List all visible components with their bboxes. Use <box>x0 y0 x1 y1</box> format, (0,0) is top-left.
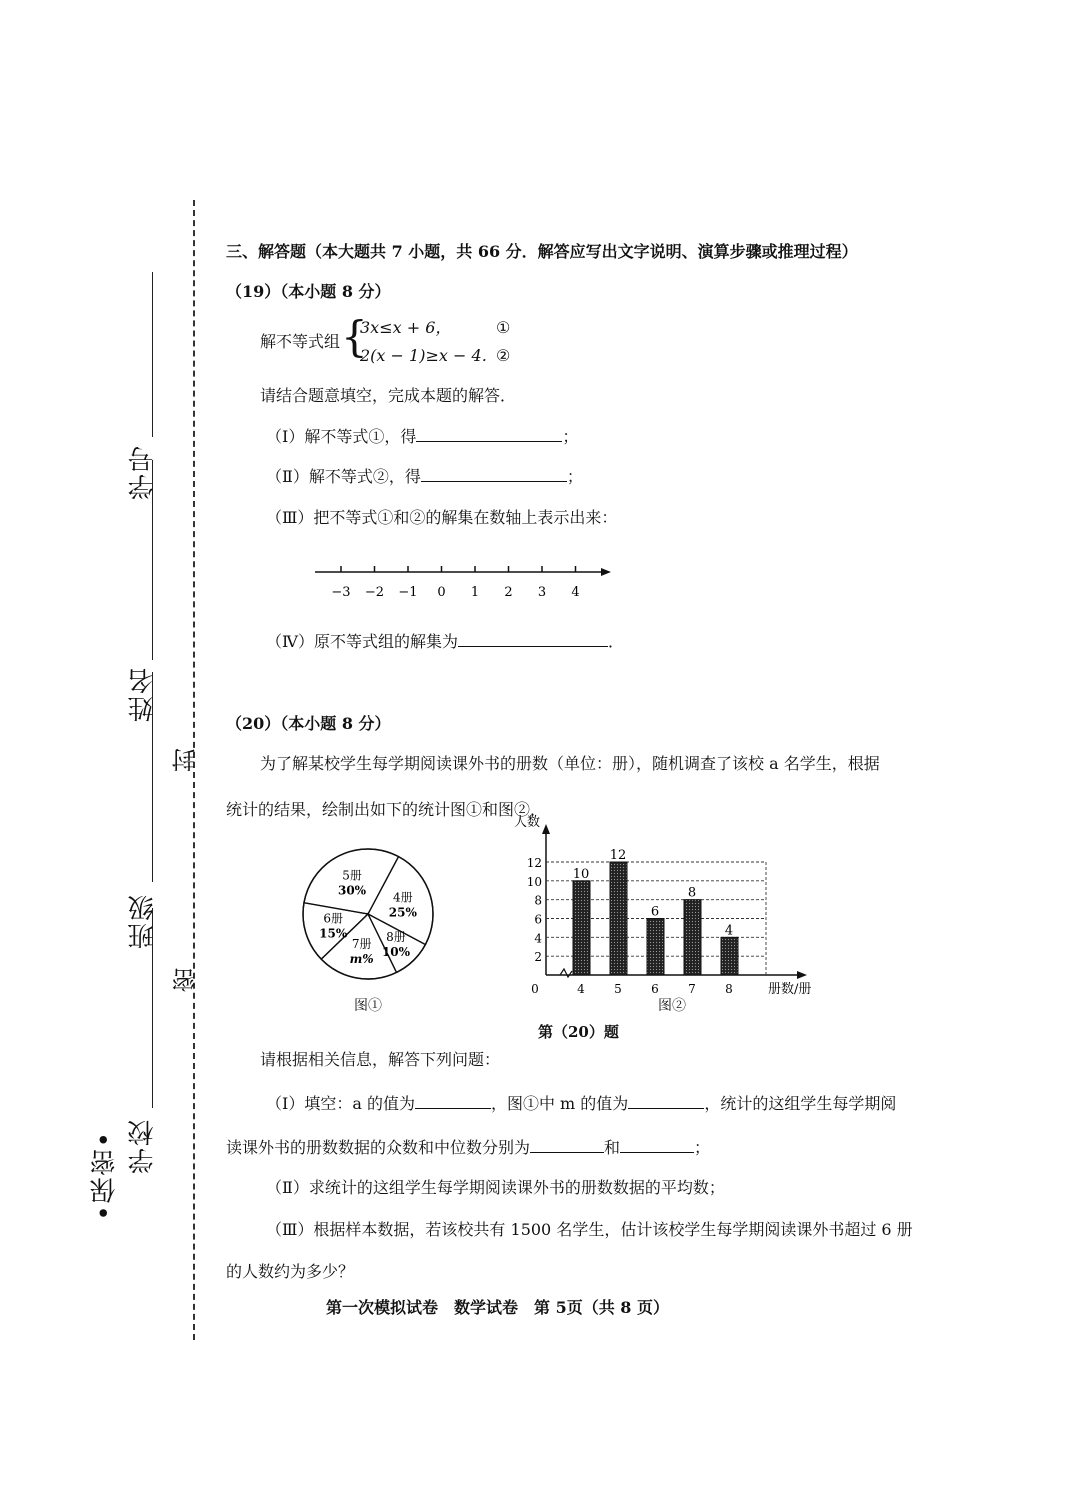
q19-intro: 解不等式组 <box>260 332 341 351</box>
pie-slice-percent: 25% <box>388 905 417 920</box>
y-tick-label: 6 <box>534 912 542 927</box>
bar-value-label: 10 <box>572 866 590 882</box>
confidential-label: •保密• <box>90 1130 120 1221</box>
y-tick-label: 10 <box>526 874 542 889</box>
bar <box>610 862 627 975</box>
q19-part4-end: ． <box>608 632 625 651</box>
q20-ask: 请根据相关信息，解答下列问题： <box>260 1050 501 1069</box>
number-line-tick-label: 0 <box>437 585 446 600</box>
student-id-label: 学号 <box>128 444 158 500</box>
seal-mi: 密 <box>172 968 200 992</box>
system-brace: { <box>341 312 368 361</box>
y-axis-label: 人数 <box>514 815 541 830</box>
x-tick-label: 7 <box>688 982 696 996</box>
q19-part1 <box>266 427 578 447</box>
number-line-tick-label: −3 <box>331 585 351 600</box>
bar-value-label: 6 <box>650 904 660 920</box>
q19-ineq2-mark: ② <box>496 346 511 365</box>
number-line-tick-label: 3 <box>537 585 547 600</box>
pie-slice-percent: 30% <box>337 883 367 898</box>
q20-p1-b: ，图①中 m 的值为 <box>490 1094 629 1113</box>
figure-caption: 第（20）题 <box>538 1023 619 1041</box>
q19-ineq1: 3x≤x + 6， <box>360 318 452 337</box>
q20-part1-line1 <box>266 1094 896 1114</box>
pie-slice-category: 4册 <box>392 890 413 905</box>
x-axis-arrow <box>797 971 807 979</box>
q19-part2 <box>266 467 583 487</box>
y-tick-label: 4 <box>534 931 542 946</box>
origin-label: 0 <box>531 982 539 996</box>
bar <box>647 919 664 976</box>
bar-value-label: 4 <box>724 923 734 939</box>
q20-p1-a: （Ⅰ）填空：a 的值为 <box>266 1094 415 1113</box>
q20-intro2: 统计的结果，绘制出如下的统计图①和图②． <box>226 800 547 819</box>
q19-ineq2: 2(x − 1)≥x − 4． <box>360 346 498 365</box>
q19-header: （19）（本小题 8 分） <box>226 282 391 301</box>
q20-part1-line2 <box>226 1138 710 1158</box>
seal-feng: 封 <box>172 748 200 772</box>
q20-p1-d: 读课外书的册数数据的众数和中位数分别为 <box>226 1138 531 1157</box>
q19-part4-blank[interactable] <box>458 632 608 647</box>
pie-slice-percent: 10% <box>381 944 411 959</box>
section-title: 三、解答题（本大题共 7 小题，共 66 分．解答应写出文字说明、演算步骤或推理过程） <box>226 242 858 261</box>
pie-slice-category: 8册 <box>386 929 406 944</box>
q19-part2-text: （Ⅱ）解不等式②，得 <box>266 467 421 486</box>
q19-part1-text: （Ⅰ）解不等式①，得 <box>266 427 417 446</box>
axis-break-mark <box>560 969 572 977</box>
m-value-blank[interactable] <box>628 1094 704 1109</box>
q19-part2-end: ； <box>566 467 583 486</box>
pie-slice-category: 7册 <box>351 936 372 951</box>
q20-part2: （Ⅱ）求统计的这组学生每学期阅读课外书的册数数据的平均数； <box>266 1178 725 1197</box>
q19-part1-end: ； <box>562 427 579 446</box>
y-axis-arrow <box>542 824 550 834</box>
x-axis-label: 册数/册 <box>768 982 812 997</box>
fig2-caption: 图② <box>658 998 686 1014</box>
page-footer: 第一次模拟试卷 数学试卷 第 5页（共 8 页） <box>326 1298 669 1317</box>
q19-part1-blank[interactable] <box>416 427 562 442</box>
q19-part4 <box>266 632 624 652</box>
q19-ineq1-mark: ① <box>496 318 511 337</box>
number-line-tick-label: 4 <box>571 585 580 600</box>
q20-part3-line2: 的人数约为多少？ <box>226 1262 355 1281</box>
pie-chart <box>298 848 443 983</box>
y-tick-label: 2 <box>534 950 542 965</box>
number-line-tick-label: −2 <box>364 585 385 600</box>
q20-p1-c: ，统计的这组学生每学期阅 <box>704 1094 897 1113</box>
number-line-tick-label: 2 <box>504 585 513 600</box>
y-tick-label: 8 <box>534 893 542 908</box>
number-line-tick-label: −1 <box>398 585 418 600</box>
q20-p1-e: 和 <box>604 1138 621 1157</box>
pie-slice-category: 6册 <box>323 911 344 926</box>
bar-value-label: 8 <box>687 885 697 901</box>
name-label: 姓名 <box>128 666 158 722</box>
y-tick-label: 12 <box>526 856 542 870</box>
median-blank[interactable] <box>620 1138 694 1153</box>
a-value-blank[interactable] <box>415 1094 491 1109</box>
school-label: 学校 <box>128 1118 158 1174</box>
x-tick-label: 6 <box>651 982 659 996</box>
q20-intro1: 为了解某校学生每学期阅读课外书的册数（单位：册），随机调查了该校 a 名学生，根据 <box>260 754 880 773</box>
pie-slice-percent: m% <box>349 951 374 966</box>
bar-value-label: 12 <box>609 848 627 863</box>
number-line-tick-label: 1 <box>470 585 480 600</box>
bar-chart <box>508 812 828 1002</box>
pie-slice-category: 5册 <box>342 868 362 883</box>
bar <box>684 900 701 975</box>
q20-header: （20）（本小题 8 分） <box>226 714 391 733</box>
mode-blank[interactable] <box>530 1138 604 1153</box>
x-tick-label: 8 <box>725 982 733 996</box>
bar <box>573 881 590 975</box>
x-tick-label: 4 <box>577 982 585 996</box>
class-label: 班级 <box>128 893 158 949</box>
q19-part2-blank[interactable] <box>421 467 567 482</box>
q19-part4-text: （Ⅳ）原不等式组的解集为 <box>266 632 458 651</box>
fig1-caption: 图① <box>354 998 382 1014</box>
student-id-line <box>152 272 153 437</box>
x-tick-label: 5 <box>614 982 622 996</box>
bar <box>721 937 738 975</box>
number-line-arrow <box>601 568 611 576</box>
number-line[interactable] <box>305 556 625 606</box>
q19-part3: （Ⅲ）把不等式①和②的解集在数轴上表示出来： <box>266 508 618 527</box>
q19-instruction: 请结合题意填空，完成本题的解答． <box>260 386 517 405</box>
pie-slice-percent: 15% <box>319 926 348 941</box>
q20-p1-f: ； <box>694 1138 711 1157</box>
q20-part3-line1: （Ⅲ）根据样本数据，若该校共有 1500 名学生，估计该校学生每学期阅读课外书超过 6 册 <box>266 1220 913 1239</box>
